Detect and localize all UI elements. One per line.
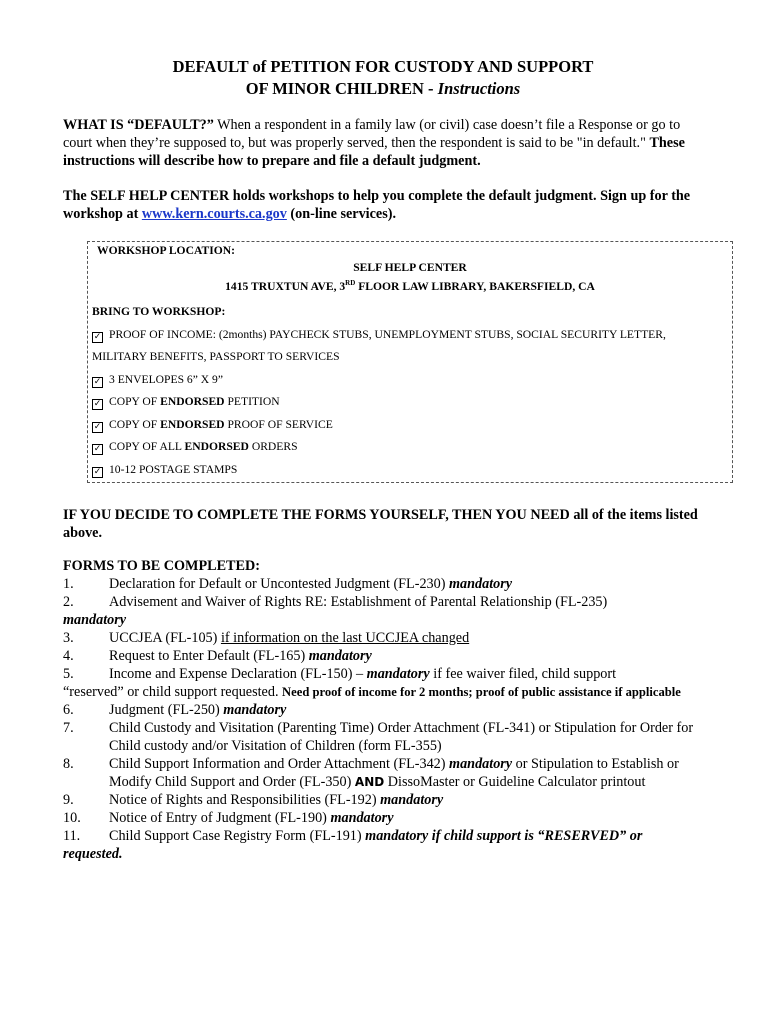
bring-item-continued: MILITARY BENEFITS, PASSPORT TO SERVICES: [92, 350, 340, 363]
title-line-2: OF MINOR CHILDREN - Instructions: [245, 79, 521, 98]
list-item: 8. Child Support Information and Order Attachment (FL-342) mandatory or Stipulation to Establish or Modify Child Support and Order (FL-350) AND DissoMaster or Guideline Calculator printout: [63, 756, 679, 790]
bring-item-orders: ✓ COPY OF ALL ENDORSED ORDERS: [93, 440, 298, 454]
list-item: 9. Notice of Rights and Responsibilities (FL-192) mandatory: [63, 792, 444, 808]
list-item: 7. Child Custody and Visitation (Parenting Time) Order Attachment (FL-341) or Stipulation for Order for Child custody and/or Visitation of Children (form FL-355): [63, 720, 694, 754]
checkbox-checked-icon: ✓: [93, 399, 102, 409]
self-help-paragraph: The SELF HELP CENTER holds workshops to help you complete the default judgment. Sign up for the workshop at www.kern.courts.ca.gov (on-line services).: [63, 188, 691, 222]
list-item: 5. Income and Expense Declaration (FL-150) – mandatory if fee waiver filed, child support: [63, 666, 617, 682]
complete-yourself-paragraph: IF YOU DECIDE TO COMPLETE THE FORMS YOURSELF, THEN YOU NEED all of the items listed above.: [63, 507, 698, 541]
checkbox-checked-icon: ✓: [93, 467, 102, 477]
forms-list: [63, 575, 703, 863]
checkbox-checked-icon: ✓: [93, 377, 102, 387]
list-item: 1. Declaration for Default or Uncontested Judgment (FL-230) mandatory: [63, 576, 513, 592]
center-name: SELF HELP CENTER: [353, 261, 467, 274]
list-item: 6. Judgment (FL-250) mandatory: [63, 702, 287, 718]
bring-item-envelopes: ✓ 3 ENVELOPES 6” X 9”: [93, 373, 223, 387]
kern-courts-link[interactable]: www.kern.courts.ca.gov: [141, 206, 287, 222]
forms-header: FORMS TO BE COMPLETED:: [63, 558, 260, 574]
list-item: 4. Request to Enter Default (FL-165) mandatory: [63, 648, 372, 664]
bring-item-proof-of-service: ✓ COPY OF ENDORSED PROOF OF SERVICE: [93, 418, 333, 432]
what-is-default-paragraph: WHAT IS “DEFAULT?” When a respondent in a family law (or civil) case doesn’t file a Response or go to court when they’re supposed to, but was properly served, then the respondent is said to be "in default." These instructions will describe how to prepare and file a default judgment.: [63, 117, 685, 169]
list-item: 3. UCCJEA (FL-105) if information on the last UCCJEA changed: [63, 630, 470, 646]
checkbox-checked-icon: ✓: [93, 444, 102, 454]
bring-item-proof-of-income: ✓ PROOF OF INCOME: (2months) PAYCHECK STUBS, UNEMPLOYMENT STUBS, SOCIAL SECURITY LETTER,: [93, 328, 666, 342]
list-item-continuation: “reserved” or child support requested. Need proof of income for 2 months; proof of public assistance if applicable: [63, 684, 681, 700]
what-is-default-label: WHAT IS “DEFAULT?”: [63, 117, 214, 133]
center-address: 1415 TRUXTUN AVE, 3RD FLOOR LAW LIBRARY, BAKERSFIELD, CA: [225, 279, 595, 293]
list-item: 2. Advisement and Waiver of Rights RE: Establishment of Parental Relationship (FL-235): [63, 594, 608, 610]
bring-item-petition: ✓ COPY OF ENDORSED PETITION: [93, 395, 280, 409]
document-title: [63, 56, 703, 100]
bring-item-postage: ✓ 10-12 POSTAGE STAMPS: [93, 463, 238, 477]
checkbox-checked-icon: ✓: [93, 332, 102, 342]
checkbox-checked-icon: ✓: [93, 422, 102, 432]
bring-to-workshop-label: BRING TO WORKSHOP:: [92, 305, 226, 318]
title-line-1: DEFAULT of PETITION FOR CUSTODY AND SUPPORT: [172, 57, 594, 76]
workshop-location-label: WORKSHOP LOCATION:: [97, 244, 235, 257]
list-item: 10. Notice of Entry of Judgment (FL-190) mandatory: [63, 810, 394, 826]
list-item-continuation: mandatory: [63, 612, 127, 628]
list-item: 11. Child Support Case Registry Form (FL-191) mandatory if child support is “RESERVED” or requested.: [63, 828, 643, 862]
workshop-box: [87, 241, 733, 483]
